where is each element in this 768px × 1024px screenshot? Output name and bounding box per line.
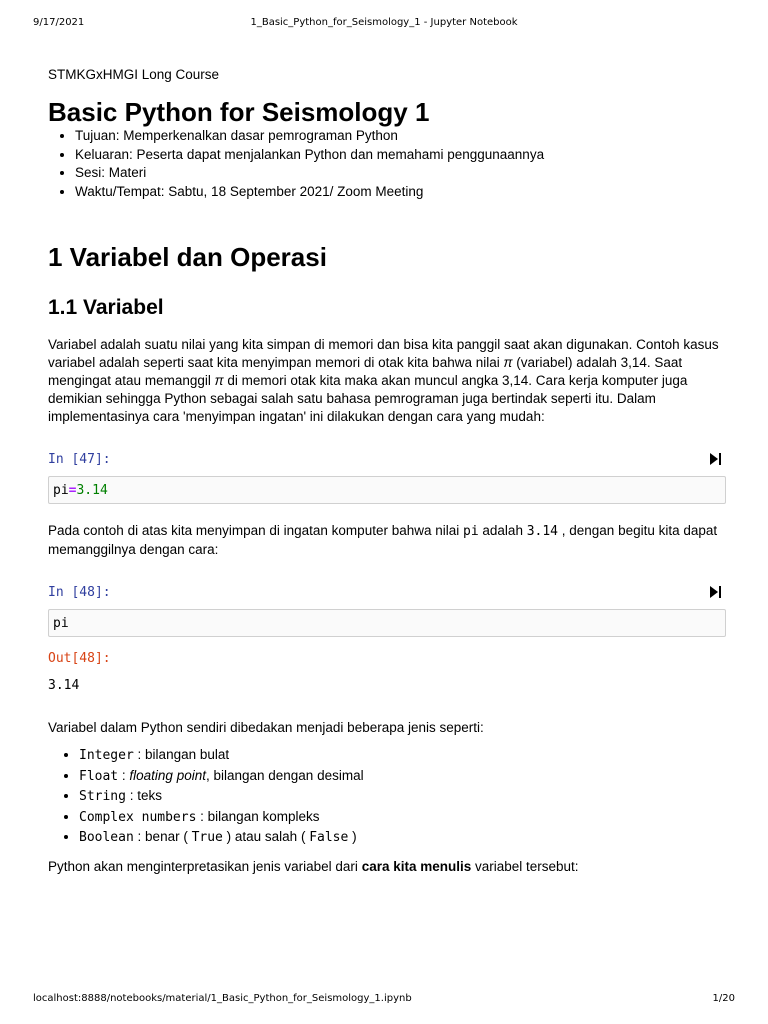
type-desc: : teks (125, 788, 162, 803)
input-prompt-row (48, 452, 726, 470)
type-code: String (79, 789, 126, 804)
notebook-title: Basic Python for Seismology 1 (48, 97, 430, 127)
input-prompt: In [47]: (48, 452, 111, 467)
type-item (79, 786, 726, 807)
code-token: pi (53, 616, 69, 631)
inline-code: False (309, 830, 349, 845)
text-run: di memori otak kita maka akan muncul angka 3,14. Cara kerja komputer juga demikian sehingga Python sebagai salah satu bahasa pemrograman juga bertindak seperti itu. Dalam implementasinya cara 'menyimpan ingatan' ini dilakukan dengan cara yang mudah: (48, 373, 688, 424)
type-desc: : bilangan kompleks (196, 808, 320, 824)
variable-types-list (48, 745, 726, 848)
code-input[interactable] (48, 609, 726, 637)
inline-code: True (191, 830, 223, 845)
info-item: • Sesi: Materi (75, 164, 726, 183)
print-header (0, 17, 768, 31)
section-heading: 1 Variabel dan Operasi (48, 242, 327, 272)
print-footer (0, 993, 768, 1007)
code-cell-47 (48, 452, 726, 504)
code-token: pi (53, 483, 69, 498)
text-run: Pada contoh di atas kita menyimpan di ingatan komputer bahwa nilai (48, 523, 463, 538)
code-operator: = (68, 483, 77, 498)
type-item (79, 807, 726, 828)
pi-symbol: π (503, 355, 513, 370)
type-desc: , bilangan dengan desimal (205, 767, 364, 783)
inline-code: pi (463, 524, 479, 539)
text-run: , dengan begitu kita dapat memanggilnya dengan cara: (48, 523, 718, 557)
type-desc: ) atau salah ( (222, 829, 310, 844)
cell-output: 3.14 (48, 678, 80, 693)
info-item: • Tujuan: Memperkenalkan dasar pemrograman Python (75, 127, 726, 146)
print-title: 1_Basic_Python_for_Seismology_1 - Jupyter Notebook (250, 17, 518, 28)
notebook-content (48, 66, 726, 876)
type-item (79, 827, 726, 848)
code-cell-48 (48, 585, 726, 695)
text-run: Python akan menginterpretasikan jenis variabel dari (48, 858, 362, 874)
input-prompt-row (48, 585, 726, 603)
type-code: Complex numbers (79, 809, 197, 825)
text-run: adalah (478, 523, 527, 538)
types-intro: Variabel dalam Python sendiri dibedakan menjadi beberapa jenis seperti: (48, 720, 484, 735)
text-run: variabel tersebut: (471, 858, 579, 874)
text-run: (variabel) adalah 3,14. Saat mengingat atau memanggil (48, 355, 683, 388)
pi-symbol: π (214, 373, 224, 388)
type-item (79, 766, 726, 787)
type-desc: : (118, 767, 130, 783)
page-number: 1/20 (712, 993, 735, 1004)
text-run: Variabel adalah suatu nilai yang kita simpan di memori dan bisa kita panggil saat akan digunakan. Contoh kasus variabel adalah seperti saat kita menyimpan memori di otak kita bahwa nilai (48, 337, 719, 370)
info-item: • Keluaran: Peserta dapat menjalankan Python dan memahami penggunaannya (75, 146, 726, 165)
type-desc: : bilangan bulat (133, 747, 230, 762)
type-item (79, 745, 726, 766)
run-cell-icon[interactable] (710, 585, 722, 599)
type-desc: ) (348, 829, 357, 844)
variable-description (48, 336, 726, 426)
interpretation-note (48, 858, 726, 876)
code-input[interactable] (48, 476, 726, 504)
input-prompt: In [48]: (48, 585, 111, 600)
bold-text: cara kita menulis (361, 858, 472, 874)
output-prompt: Out[48]: (48, 651, 111, 666)
info-item: • Waktu/Tempat: Sabtu, 18 September 2021/ Zoom Meeting (75, 183, 726, 202)
print-url: localhost:8888/notebooks/material/1_Basic_Python_for_Seismology_1.ipynb (33, 993, 412, 1004)
subsection-heading: 1.1 Variabel (48, 296, 164, 319)
info-list (48, 127, 726, 201)
type-code: Boolean (79, 830, 134, 845)
code-number: 3.14 (76, 483, 108, 498)
calling-description (48, 522, 726, 559)
course-name: STMKGxHMGI Long Course (48, 67, 220, 82)
type-desc: : benar ( (133, 829, 192, 844)
type-desc-italic: floating point (129, 767, 206, 783)
output-prompt-row (48, 651, 726, 669)
run-cell-icon[interactable] (710, 452, 722, 466)
print-date: 9/17/2021 (33, 17, 85, 28)
type-code: Integer (79, 748, 134, 763)
inline-code: 3.14 (526, 524, 559, 539)
type-code: Float (79, 768, 119, 784)
